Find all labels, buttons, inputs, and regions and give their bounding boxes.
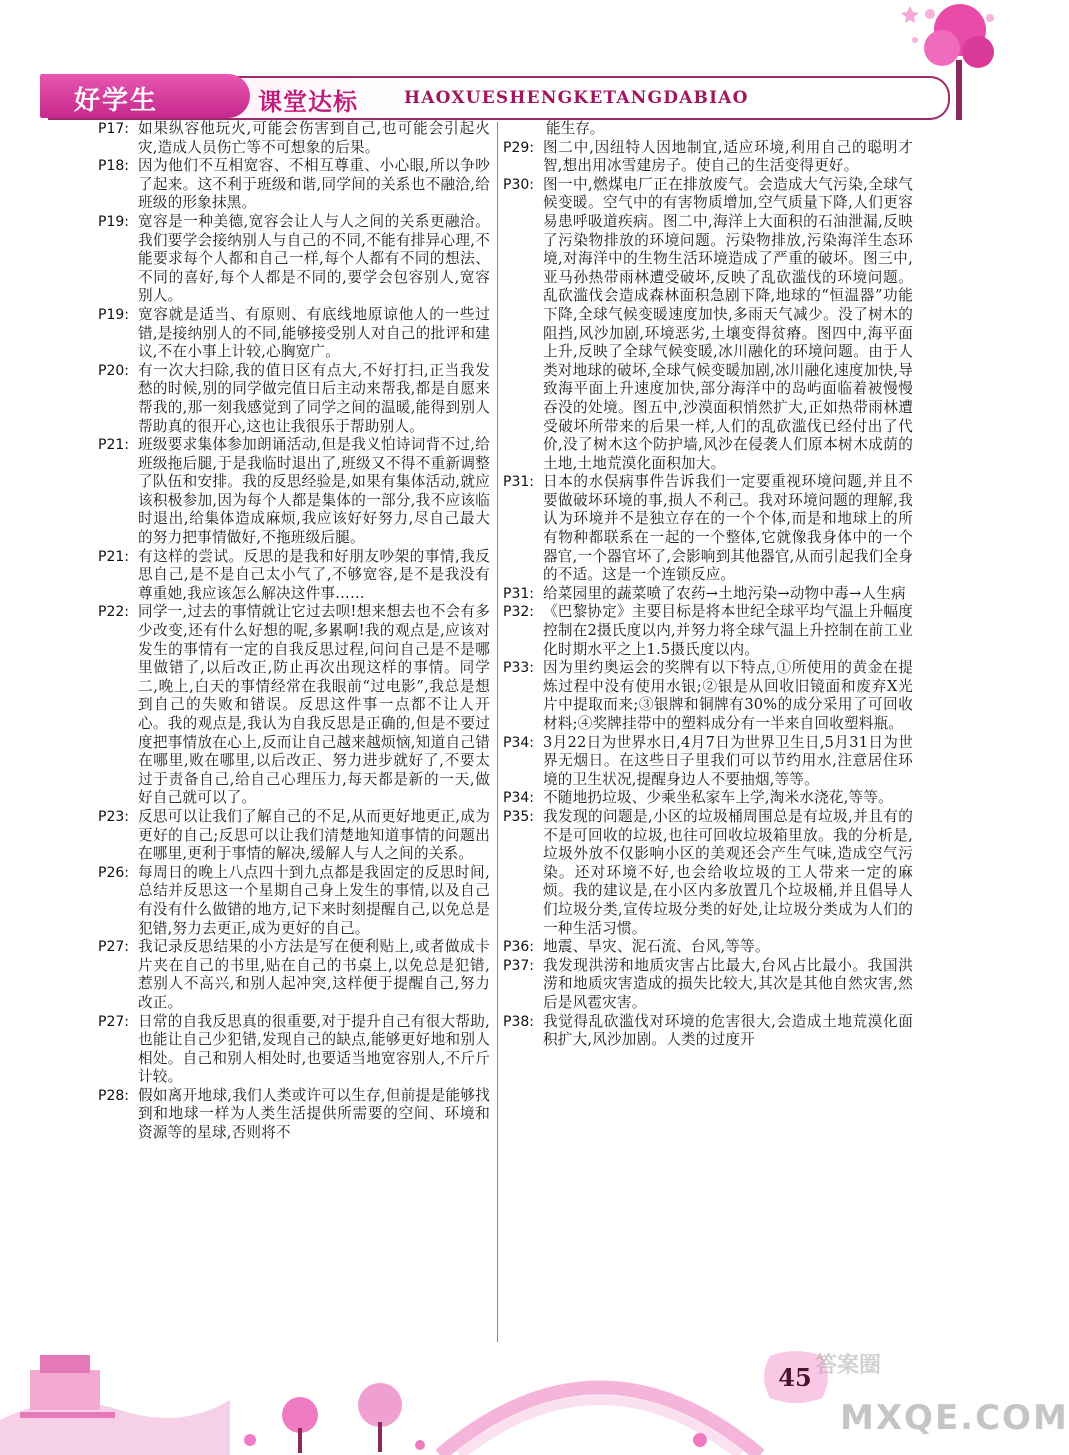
answer-text: 宽容就是适当、有原则、有底线地原谅他人的一些过错,是接纳别人的不同,能够接受别人对自己的批评和建议,不在小事上计较,心胸宽广。 bbox=[138, 305, 490, 361]
page-reference: P31: bbox=[503, 585, 534, 602]
page-reference: P37: bbox=[503, 957, 534, 974]
answer-entry bbox=[503, 957, 913, 1013]
brand-pinyin: HAOXUESHENGKETANGDABIAO bbox=[404, 88, 749, 108]
answer-entry bbox=[503, 176, 913, 474]
brand-subtitle: 课堂达标 bbox=[258, 88, 358, 116]
answer-entry bbox=[98, 1013, 490, 1087]
page-reference: P21: bbox=[98, 548, 129, 565]
answer-entry bbox=[503, 139, 913, 176]
page-reference: P34: bbox=[503, 790, 534, 807]
page-reference: P31: bbox=[503, 474, 534, 491]
page-reference: P18: bbox=[98, 158, 129, 175]
answer-text: 地震、旱灾、泥石流、台风,等等。 bbox=[543, 938, 770, 956]
answer-text: 因为里约奥运会的奖牌有以下特点,①所使用的黄金在提炼过程中没有使用水银;②银是从回收旧镜面和废弃X光片中提取而来;③银牌和铜牌有30%的成分采用了可回收材料;④奖牌挂带中的塑料成分有一半来自回收塑料瓶。 bbox=[543, 659, 913, 732]
answer-text: 有这样的尝试。反思的是我和好朋友吵架的事情,我反思自己,是不是自己太小气了,不够宽容,是不是我没有尊重她,我应该怎么解决这件事…… bbox=[138, 547, 490, 602]
answer-entry bbox=[98, 306, 490, 362]
answer-entry bbox=[98, 362, 490, 436]
answer-entry bbox=[503, 808, 913, 938]
page-reference: P38: bbox=[503, 1013, 534, 1030]
answer-entry bbox=[503, 734, 913, 790]
page-reference: P32: bbox=[503, 604, 534, 621]
page-reference: P29: bbox=[503, 139, 534, 156]
page-reference: P21: bbox=[98, 437, 129, 454]
answer-text: 3月22日为世界水日,4月7日为世界卫生日,5月31日为世界无烟日。在这些日子里我们可以节约用水,注意居住环境的卫生状况,提醒身边人不要抽烟,等等。 bbox=[543, 733, 913, 788]
page-reference: P26: bbox=[98, 864, 129, 881]
continued-text: 能生存。 bbox=[546, 120, 605, 137]
answer-entry bbox=[98, 436, 490, 548]
page-reference: P30: bbox=[503, 176, 534, 193]
page-header bbox=[0, 0, 1000, 125]
page-reference: P17: bbox=[98, 121, 129, 137]
answer-entry bbox=[98, 120, 490, 157]
answer-entry bbox=[503, 659, 913, 733]
right-column bbox=[503, 120, 913, 1050]
answer-text: 图一中,燃煤电厂正在排放废气。会造成大气污染,全球气候变暖。空气中的有害物质增加,空气质量下降,人们更容易患呼吸道疾病。图二中,海洋上大面积的石油泄漏,反映了污染物排放的环境问题。污染物排放,污染海洋生态环境,对海洋中的生物生活环境造成了严重的破坏。图三中,亚马孙热带雨林遭受破坏,反映了乱砍滥伐的环境问题。乱砍滥伐会造成森林面积急剧下降,地球的“恒温器”功能下降,全球气候变暖速度加快,多雨天气减少。没了树木的阻挡,风沙加剧,环境恶劣,土壤变得贫瘠。图四中,海平面上升,反映了全球气候变暖,冰川融化的环境问题。由于人类对地球的破坏,全球气候变暖加剧,冰川融化速度加快,导致海平面上升速度加快,部分海洋中的岛屿面临着被慢慢吞没的处境。图五中,沙漠面积悄然扩大,正如热带雨林遭受破坏所带来的后果一样,人们的乱砍滥伐已经付出了代价,没了树木这个防护墙,风沙在侵袭人们原本树木成荫的土地,土地荒漠化面积加大。 bbox=[543, 175, 913, 472]
answer-entry bbox=[503, 603, 913, 659]
brand-title: 好学生 bbox=[74, 86, 159, 116]
answer-text: 班级要求集体参加朗诵活动,但是我义怕诗词背不过,给班级拖后腿,于是我临时退出了,班级又不得不重新调整了队伍和安排。我的反思经验是,如果有集体活动,就应该积极参加,因为每个人都是集体的一部分,我不应该临时退出,给集体造成麻烦,我应该好好努力,尽自己最大的努力把事情做好,不拖班级后腿。 bbox=[138, 436, 490, 547]
page-reference: P20: bbox=[98, 362, 129, 379]
answer-text: 日常的自我反思真的很重要,对于提升自己有很大帮助,也能让自己少犯错,发现自己的缺点,能够更好地和别人相处。自己和别人相处时,也要适当地宽容别人,不斤斤计较。 bbox=[138, 1012, 490, 1086]
page-reference: P33: bbox=[503, 660, 534, 677]
answer-text: 因为他们不互相宽容、不相互尊重、小心眼,所以争吵了起来。这不利于班级和谐,同学间的关系也不融洽,给班级的形象抹黑。 bbox=[138, 157, 490, 212]
answer-text: 给菜园里的蔬菜喷了农药→土地污染→动物中毒→人生病 bbox=[543, 584, 906, 602]
answer-entry bbox=[503, 938, 913, 957]
answer-text: 不随地扔垃圾、少乘坐私家车上学,淘米水浇花,等等。 bbox=[543, 789, 893, 807]
answer-text: 我觉得乱砍滥伐对环境的危害很大,会造成土地荒漠化面积扩大,风沙加剧。人类的过度开 bbox=[543, 1012, 913, 1049]
answer-text: 假如离开地球,我们人类或许可以生存,但前提是能够找到和地球一样为人类生活提供所需要的空间、环境和资源等的星球,否则将不 bbox=[138, 1086, 490, 1142]
answer-text: 宽容是一种美德,宽容会让人与人之间的关系更融洽。我们要学会接纳别人与自己的不同,不能有排异心理,不能要求每个人都和自己一样,每个人都有不同的想法、不同的喜好,每个人都是不同的,要学会包容别人,宽容别人。 bbox=[138, 212, 490, 305]
watermark-top: 答案圈 bbox=[815, 1353, 882, 1378]
answer-text: 日本的水俣病事件告诉我们一定要重视环境问题,并且不要做破坏环境的事,损人不利己。我对环境问题的理解,我认为环境并不是独立存在的一个个体,而是和地球上的所有物种都联系在一起的一个整体,它就像我身体中的一个器官,一个器官坏了,会影响到其他器官,从而引起我们全身的不适。这是一个连锁反应。 bbox=[543, 473, 913, 584]
answer-entry bbox=[98, 938, 490, 1012]
left-column bbox=[98, 120, 490, 1143]
page-reference: P23: bbox=[98, 808, 129, 825]
page-reference: P35: bbox=[503, 808, 534, 825]
answer-entry bbox=[98, 603, 490, 808]
answer-entry bbox=[98, 1087, 490, 1143]
page-number: 45 bbox=[778, 1363, 812, 1392]
answer-text: 我记录反思结果的小方法是写在便利贴上,或者做成卡片夹在自己的书里,贴在自己的书桌上,以免总是犯错,惹别人不高兴,和别人起冲突,这样便于提醒自己,努力改正。 bbox=[138, 938, 490, 1011]
answer-text: 有一次大扫除,我的值日区有点大,不好打扫,正当我发愁的时候,别的同学做完值日后主动来帮我,都是自愿来帮我的,那一刻我感觉到了同学之间的温暖,能得到别人帮助真的很开心,这也让我很乐于帮助别人。 bbox=[138, 361, 490, 435]
page-reference: P28: bbox=[98, 1087, 129, 1104]
page-reference: P19: bbox=[98, 306, 129, 323]
answer-text: 《巴黎协定》主要目标是将本世纪全球平均气温上升幅度控制在2摄氏度以内,并努力将全球气温上升控制在前工业化时期水平之上1.5摄氏度以内。 bbox=[543, 603, 913, 658]
answer-entry bbox=[98, 213, 490, 306]
answer-text: 同学一,过去的事情就让它过去呗!想来想去也不会有多少改变,还有什么好想的呢,多累啊!我的观点是,应该对发生的事情有一定的自我反思过程,问问自己是不是哪里做错了,以后改正,防止再次出现这样的事情。同学二,晚上,白天的事情经常在我眼前“过电影”,我总是想到自己的失败和错误。反思这件事一点都不让人开心。我的观点是,我认为自我反思是正确的,但是不要过度把事情放在心上,反而让自己越来越烦恼,知道自己错在哪里,败在哪里,以后改正、努力进步就好了,不要太过于责备自己,给自己心理压力,每天都是新的一天,做好自己就可以了。 bbox=[138, 603, 490, 807]
answer-text: 如果纵容他玩火,可能会伤害到自己,也可能会引起火灾,造成人员伤亡等不可想象的后果。 bbox=[138, 120, 490, 156]
answer-text: 图二中,因纽特人因地制宜,适应环境,利用自己的聪明才智,想出用冰雪建房子。使自己的生活变得更好。 bbox=[543, 138, 913, 175]
right-column-entries bbox=[503, 139, 913, 1050]
page-reference: P27: bbox=[98, 1013, 129, 1030]
watermark: MXQE.COM bbox=[840, 1398, 1069, 1438]
answer-text: 我发现洪涝和地质灾害占比最大,台风占比最小。我国洪涝和地质灾害造成的损失比较大,其次是其他自然灾害,然后是风雹灾害。 bbox=[543, 956, 913, 1011]
page-reference: P19: bbox=[98, 213, 129, 230]
answer-entry bbox=[98, 808, 490, 864]
page-reference: P22: bbox=[98, 604, 129, 621]
column-divider bbox=[497, 122, 498, 1342]
answer-text: 我发现的问题是,小区的垃圾桶周围总是有垃圾,并且有的不是可回收的垃圾,也往可回收垃圾箱里放。我的分析是,垃圾外放不仅影响小区的美观还会产生气味,造成空气污染。还对环境不好,也会给收垃圾的工人带来一定的麻烦。我的建议是,在小区内多放置几个垃圾桶,并且倡导人们垃圾分类,宣传垃圾分类的好处,让垃圾分类成为人们的一种生活习惯。 bbox=[543, 807, 913, 937]
page-reference: P34: bbox=[503, 734, 534, 751]
answer-entry bbox=[503, 585, 913, 604]
answer-entry bbox=[98, 864, 490, 938]
answer-entry bbox=[503, 473, 913, 585]
answer-entry bbox=[98, 548, 490, 604]
page-reference: P36: bbox=[503, 939, 534, 956]
answer-entry bbox=[98, 157, 490, 213]
answer-entry bbox=[503, 789, 913, 808]
answer-entry bbox=[503, 1013, 913, 1050]
answer-text: 每周日的晚上八点四十到九点都是我固定的反思时间,总结并反思这一个星期自己身上发生的事情,以及自己有没有什么做错的地方,记下来时刻提醒自己,以免总是犯错,努力去更正,成为更好的自己。 bbox=[138, 863, 490, 937]
page-reference: P27: bbox=[98, 939, 129, 956]
answer-text: 反思可以让我们了解自己的不足,从而更好地更正,成为更好的自己;反思可以让我们清楚地知道事情的问题出在哪里,更利于事情的解决,缓解人与人之间的关系。 bbox=[138, 807, 490, 863]
